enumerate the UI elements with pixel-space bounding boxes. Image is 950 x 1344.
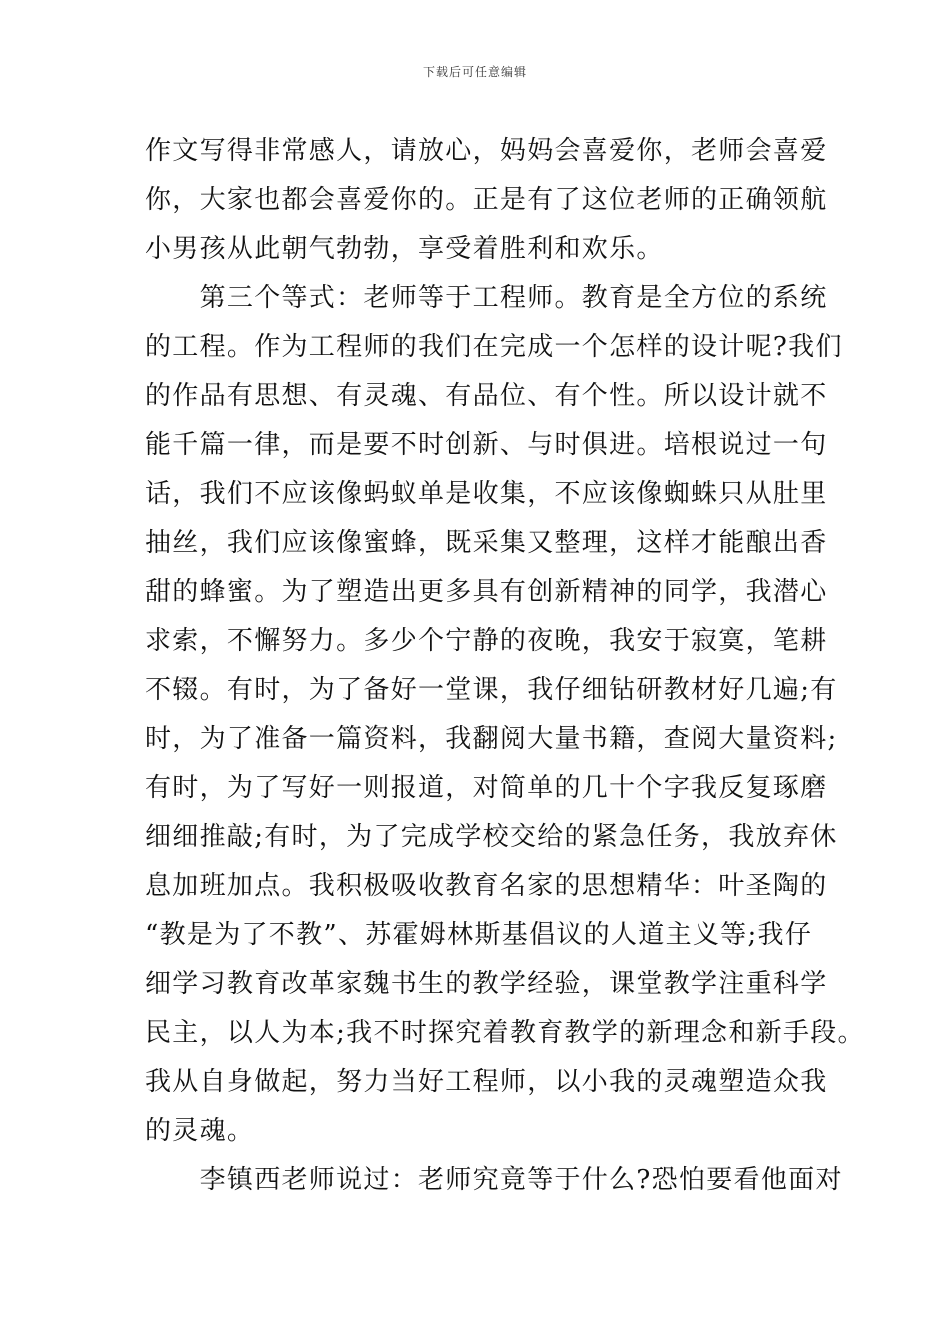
paragraph-start-line: 第三个等式：老师等于工程师。教育是全方位的系统 [145, 283, 828, 313]
text-line: 能千篇一律，而是要不时创新、与时俱进。培根说过一句 [145, 430, 828, 460]
text-line: 的灵魂。 [145, 1116, 255, 1146]
text-line: 小男孩从此朝气勃勃，享受着胜利和欢乐。 [145, 234, 664, 264]
text-line: 话，我们不应该像蚂蚁单是收集，不应该像蜘蛛只从肚里 [145, 479, 828, 509]
text-line: 细细推敲;有时，为了完成学校交给的紧急任务，我放弃休 [145, 822, 838, 852]
text-line: 甜的蜂蜜。为了塑造出更多具有创新精神的同学，我潜心 [145, 577, 828, 607]
text-line: 时，为了准备一篇资料，我翻阅大量书籍，查阅大量资料; [145, 724, 838, 754]
page-header: 下载后可任意编辑 [422, 65, 527, 79]
body-text [145, 127, 865, 1205]
text-line: 我从自身做起，努力当好工程师，以小我的灵魂塑造众我 [145, 1067, 828, 1097]
text-line: “教是为了不教”、苏霍姆林斯基倡议的人道主义等;我仔 [145, 920, 813, 950]
text-line: 的作品有思想、有灵魂、有品位、有个性。所以设计就不 [145, 381, 828, 411]
text-line: 息加班加点。我积极吸收教育名家的思想精华：叶圣陶的 [145, 871, 828, 901]
text-line: 的工程。作为工程师的我们在完成一个怎样的设计呢?我们 [145, 332, 843, 362]
text-line: 有时，为了写好一则报道，对简单的几十个字我反复琢磨 [145, 773, 828, 803]
text-line: 细学习教育改革家魏书生的教学经验，课堂教学注重科学 [145, 969, 828, 999]
text-line: 抽丝，我们应该像蜜蜂，既采集又整理，这样才能酿出香 [145, 528, 828, 558]
text-line: 民主，以人为本;我不时探究着教育教学的新理念和新手段。 [145, 1018, 865, 1048]
text-line: 不辍。有时，为了备好一堂课，我仔细钻研教材好几遍;有 [145, 675, 838, 705]
paragraph-start-line: 李镇西老师说过：老师究竟等于什么?恐怕要看他面对 [145, 1165, 843, 1195]
text-line: 作文写得非常感人，请放心，妈妈会喜爱你，老师会喜爱 [145, 136, 828, 166]
text-line: 你，大家也都会喜爱你的。正是有了这位老师的正确领航 [145, 185, 828, 215]
text-line: 求索，不懈努力。多少个宁静的夜晚，我安于寂寞，笔耕 [145, 626, 828, 656]
